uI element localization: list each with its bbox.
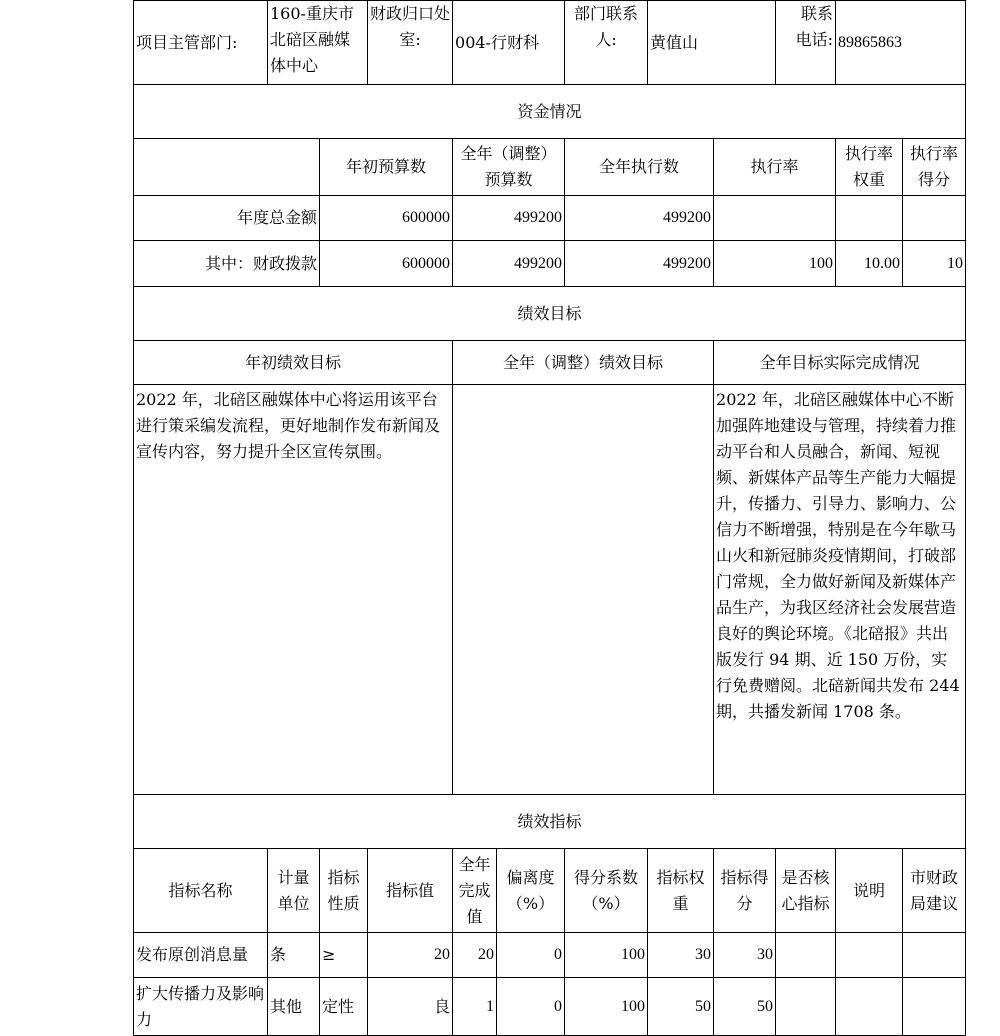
goals-col-initial: 年初绩效目标 — [134, 341, 453, 385]
ind-unit: 其他 — [268, 978, 320, 1036]
ind-score: 50 — [714, 978, 776, 1036]
ind-name: 扩大传播力及影响力 — [134, 978, 268, 1036]
ind-coef: 100 — [565, 978, 648, 1036]
funds-col-adjusted: 全年（调整）预算数 — [453, 139, 565, 196]
funds-col-executed: 全年执行数 — [565, 139, 714, 196]
ind-note — [836, 933, 903, 978]
funds-row-label: 其中：财政拨款 — [134, 241, 320, 287]
ind-nature: ≥ — [320, 933, 368, 978]
goals-section-title: 绩效目标 — [134, 287, 966, 341]
ind-col-nature: 指标性质 — [320, 849, 368, 933]
funds-row-rate — [714, 196, 836, 241]
goals-adjusted-text — [453, 385, 714, 795]
funds-row — [134, 196, 966, 241]
contact-value: 黄值山 — [648, 1, 776, 85]
funds-col-score: 执行率得分 — [903, 139, 966, 196]
ind-completed: 1 — [453, 978, 497, 1036]
goals-content-row — [134, 385, 966, 795]
ind-col-value: 指标值 — [368, 849, 453, 933]
funds-row-score: 10 — [903, 241, 966, 287]
ind-col-advice: 市财政局建议 — [903, 849, 966, 933]
funds-col-rate: 执行率 — [714, 139, 836, 196]
goals-header-row — [134, 341, 966, 385]
finance-value: 004-行财科 — [453, 1, 565, 85]
ind-col-name: 指标名称 — [134, 849, 268, 933]
funds-row-label: 年度总金额 — [134, 196, 320, 241]
ind-col-score: 指标得分 — [714, 849, 776, 933]
ind-note — [836, 978, 903, 1036]
ind-coef: 100 — [565, 933, 648, 978]
funds-row-initial: 600000 — [320, 196, 453, 241]
funds-header-blank — [134, 139, 320, 196]
ind-col-deviation: 偏离度（%） — [497, 849, 565, 933]
funds-row — [134, 241, 966, 287]
ind-col-core: 是否核心指标 — [776, 849, 836, 933]
indicators-section-title: 绩效指标 — [134, 795, 966, 849]
ind-col-note: 说明 — [836, 849, 903, 933]
funds-row-weight — [836, 196, 903, 241]
funds-row-weight: 10.00 — [836, 241, 903, 287]
dept-label: 项目主管部门: — [134, 1, 268, 85]
funds-col-weight: 执行率权重 — [836, 139, 903, 196]
goals-actual-text: 2022 年，北碚区融媒体中心不断加强阵地建设与管理，持续着力推动平台和人员融合，新闻、短视频、新媒体产品等生产能力大幅提升，传播力、引导力、影响力、公信力不断增强，特别是在今年歇马山火和新冠肺炎疫情期间，打破部门常规，全力做好新闻及新媒体产品生产，为我区经济社会发展营造良好的舆论环境。《北碚报》共出版发行 94 期、近 150 万份，实行免费赠阅。北碚新闻共发布 244 期，共播发新闻 1708 条。 — [714, 385, 966, 795]
ind-deviation: 0 — [497, 933, 565, 978]
header-row — [134, 1, 966, 85]
ind-deviation: 0 — [497, 978, 565, 1036]
goals-col-actual: 全年目标实际完成情况 — [714, 341, 966, 385]
funds-section-title: 资金情况 — [134, 85, 966, 139]
ind-weight: 50 — [648, 978, 714, 1036]
goals-col-adjusted: 全年（调整）绩效目标 — [453, 341, 714, 385]
table-row — [134, 933, 966, 978]
funds-row-adjusted: 499200 — [453, 241, 565, 287]
ind-col-unit: 计量单位 — [268, 849, 320, 933]
table-row — [134, 978, 966, 1036]
funds-row-executed: 499200 — [565, 241, 714, 287]
ind-col-completed: 全年完成值 — [453, 849, 497, 933]
phone-value: 89865863 — [836, 1, 966, 85]
ind-completed: 20 — [453, 933, 497, 978]
funds-row-initial: 600000 — [320, 241, 453, 287]
funds-row-adjusted: 499200 — [453, 196, 565, 241]
ind-value: 良 — [368, 978, 453, 1036]
ind-advice — [903, 978, 966, 1036]
ind-col-weight: 指标权重 — [648, 849, 714, 933]
performance-report-table — [133, 0, 966, 1036]
ind-advice — [903, 933, 966, 978]
dept-value: 160-重庆市北碚区融媒体中心 — [268, 1, 368, 85]
funds-header-row — [134, 139, 966, 196]
funds-col-initial: 年初预算数 — [320, 139, 453, 196]
finance-label: 财政归口处室: — [368, 1, 453, 85]
goals-initial-text: 2022 年，北碚区融媒体中心将运用该平台进行策采编发流程，更好地制作发布新闻及宣传内容，努力提升全区宣传氛围。 — [134, 385, 453, 795]
ind-col-coef: 得分系数（%） — [565, 849, 648, 933]
funds-row-score — [903, 196, 966, 241]
ind-core — [776, 933, 836, 978]
funds-row-executed: 499200 — [565, 196, 714, 241]
funds-row-rate: 100 — [714, 241, 836, 287]
ind-nature: 定性 — [320, 978, 368, 1036]
phone-label: 联系电话: — [776, 1, 836, 85]
ind-value: 20 — [368, 933, 453, 978]
contact-label: 部门联系人: — [565, 1, 648, 85]
ind-name: 发布原创消息量 — [134, 933, 268, 978]
ind-weight: 30 — [648, 933, 714, 978]
ind-unit: 条 — [268, 933, 320, 978]
ind-core — [776, 978, 836, 1036]
ind-score: 30 — [714, 933, 776, 978]
indicators-header-row — [134, 849, 966, 933]
